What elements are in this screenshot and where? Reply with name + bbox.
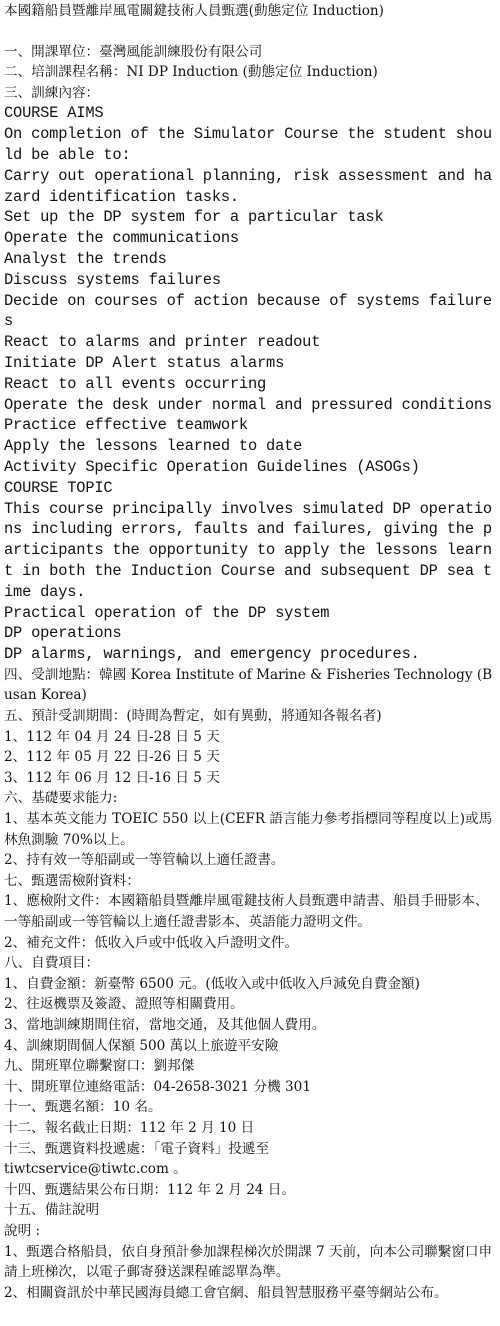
document-line: 十一、甄選名額：10 名。 [4, 1099, 162, 1116]
document-line: 十二、報名截止日期：112 年 2 月 10 日 [4, 1119, 255, 1136]
document-line: 三、訓練內容： [4, 84, 100, 101]
document-line: 2、補充文件：低收入戶或中低收入戶證明文件。 [4, 934, 299, 951]
document-line: 十四、甄選結果公布日期：112 年 2 月 24 日。 [4, 1181, 295, 1198]
document-line: Practical operation of the DP system [4, 603, 330, 622]
document-line: 1、甄選合格船員，依自身預計參加課程梯次於開課 7 天前，向本公司聯繫窗口申請上班梯次，以電子郵寄發送課程確認單為準。 [4, 1243, 493, 1281]
document-line: 4、訓練期間個人保額 500 萬以上旅遊平安險 [4, 1037, 279, 1054]
document-line: Activity Specific Operation Guidelines (ASOGs) [4, 457, 420, 476]
document-line: Operate the communications [4, 229, 239, 248]
document-line: 五、預計受訓期間：(時間為暫定，如有異動，將通知各報名者) [4, 708, 382, 725]
document-line: Analyst the trends [4, 249, 167, 268]
document-line: 二、培訓課程名稱：NI DP Induction (動態定位 Induction) [4, 64, 378, 81]
document-lines [4, 22, 496, 1304]
document-line: Practice effective teamwork [4, 416, 248, 435]
document-title: 本國籍船員暨離岸風電關鍵技術人員甄選(動態定位 Induction) [4, 3, 384, 19]
document-line: 十三、甄選資料投遞處：「電子資料」投遞至 [4, 1140, 270, 1157]
document-body [0, 1, 496, 1303]
document-line: 2、112 年 05 月 22 日-26 日 5 天 [4, 749, 220, 766]
document-line: 2、持有效一等船副或一等管輪以上適任證書。 [4, 852, 285, 869]
document-line: Set up the DP system for a particular task [4, 208, 384, 227]
document-line: Apply the lessons learned to date [4, 437, 303, 456]
document-line: 1、112 年 04 月 24 日-28 日 5 天 [4, 728, 220, 745]
document-line: 七、甄選需檢附資料： [4, 872, 140, 889]
document-line: 1、自費金額：新臺幣 6500 元。(低收入或中低收入戶減免自費金額) [4, 975, 420, 992]
document-line: DP alarms, warnings, and emergency procedures. [4, 645, 420, 664]
document-line: On completion of the Simulator Course the student should be able to: [4, 125, 492, 164]
document-line: 2、相關資訊於中華民國海員總工會官網、船員智慧服務平臺等網站公布。 [4, 1284, 448, 1301]
document-line: 十、開班單位連絡電話：04-2658-3021 分機 301 [4, 1078, 311, 1095]
document-line: 九、開班單位聯繫窗口：劉邦傑 [4, 1058, 195, 1075]
document-line: 1、基本英文能力 TOEIC 550 以上(CEFR 語言能力參考指標同等程度以上)或馬林魚測驗 70%以上。 [4, 811, 493, 848]
document-line: React to all events occurring [4, 374, 267, 393]
spacer [4, 22, 496, 42]
document-line: 1、應檢附文件：本國籍船員暨離岸風電鍵技術人員甄選申請書、船員手冊影本、一等船副或一等管輪以上適任證書影本、英語能力證明文件。 [4, 893, 489, 931]
document-line: COURSE TOPIC [4, 478, 113, 497]
document-line: tiwtcservice@tiwtc.com 。 [4, 1161, 187, 1178]
document-line: Initiate DP Alert status alarms [4, 353, 285, 372]
document-line: 2、往返機票及簽證、證照等相關費用。 [4, 996, 244, 1013]
document-line: This course principally involves simulated DP operations including errors, faults and failures, giving the participants the opportunity to apply the lessons learnt in both the Induction Course and subsequent DP sea time days. [4, 499, 492, 601]
document-line: Carry out operational planning, risk assessment and hazard identification tasks. [4, 166, 492, 206]
document-line: Decide on courses of action because of systems failures [4, 291, 492, 331]
document-line: 十五、備註說明 [4, 1202, 100, 1219]
document-line: React to alarms and printer readout [4, 333, 321, 352]
document-line: Discuss systems failures [4, 270, 221, 289]
document-line: Operate the desk under normal and pressured conditions [4, 395, 492, 414]
document-line: 八、自費項目： [4, 955, 100, 972]
document-line: 一、開課單位：臺灣風能訓練股份有限公司 [4, 43, 263, 60]
document-line: COURSE AIMS [4, 104, 104, 123]
document-line: 3、當地訓練期間住宿，當地交通，及其他個人費用。 [4, 1016, 326, 1033]
document-line: 六、基礎要求能力: [4, 790, 118, 807]
document-line: 3、112 年 06 月 12 日-16 日 5 天 [4, 769, 220, 786]
document-line: 四、受訓地點：韓國 Korea Institute of Marine & Fisheries Technology (Busan Korea) [4, 666, 493, 704]
document-line: DP operations [4, 624, 122, 643]
document-line: 說明 : [4, 1222, 41, 1239]
